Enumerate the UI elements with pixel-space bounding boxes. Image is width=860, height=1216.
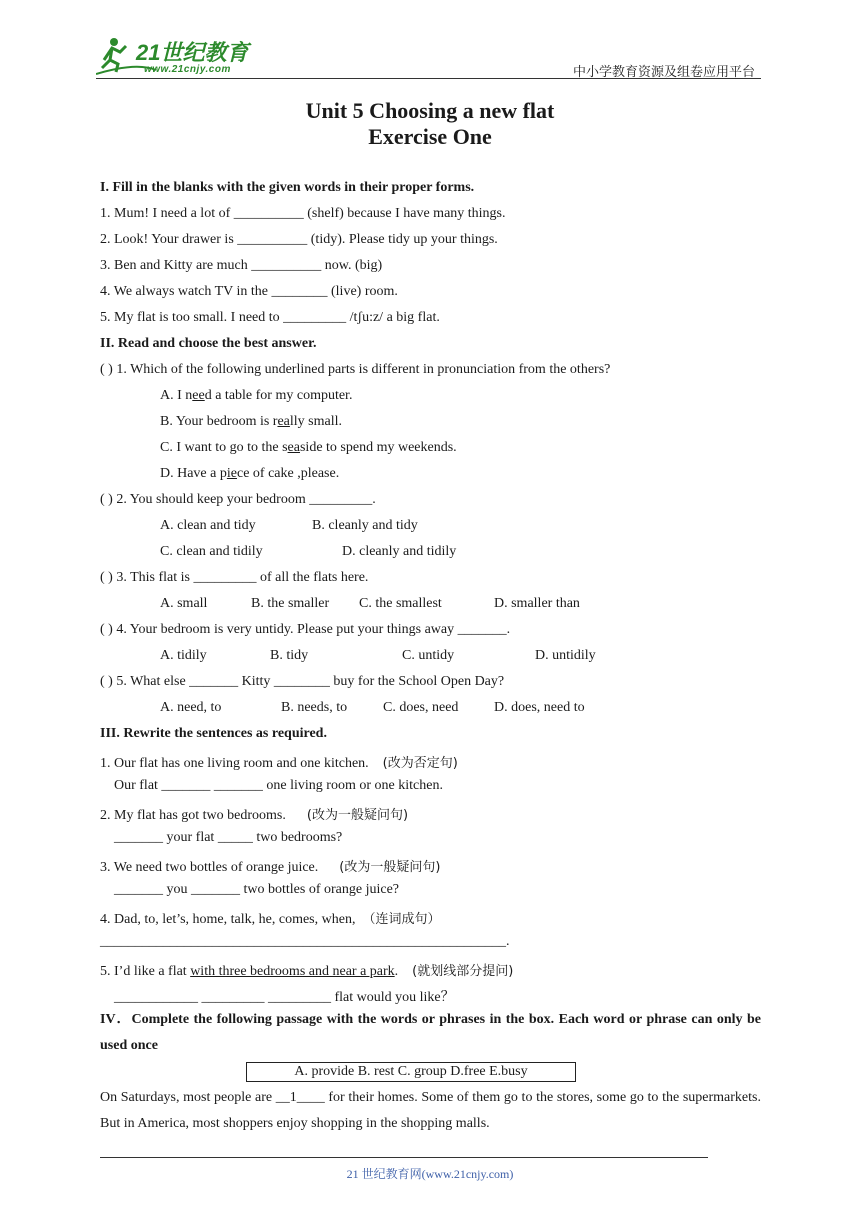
section4-heading: IV．Complete the following passage with the words or phrases in the box. Each word or phrase can only be used once xyxy=(100,1012,761,1053)
rewrite-1-answer: Our flat _______ _______ one living room or one kitchen. xyxy=(114,778,443,793)
section1-item-1: 1. Mum! I need a lot of __________ (shelf) because I have many things. xyxy=(100,206,506,221)
question-1-option-d: D. Have a piece of cake ,please. xyxy=(160,466,340,481)
question-2-option-b: B. cleanly and tidy xyxy=(312,518,418,533)
question-3-option-a: A. small xyxy=(160,596,208,611)
rewrite-5: 5. I’d like a flat with three bedrooms and near a park. (就划线部分提问) xyxy=(100,964,514,979)
rewrite-2: 2. My flat has got two bedrooms. (改为一般疑问句) xyxy=(100,808,409,823)
question-2-option-a: A. clean and tidy xyxy=(160,518,256,533)
question-3-option-d: D. smaller than xyxy=(494,596,580,611)
question-3-option-c: C. the smallest xyxy=(359,596,442,611)
section1-heading: I. Fill in the blanks with the given words in their proper forms. xyxy=(100,180,475,195)
question-4-option-a: A. tidily xyxy=(160,648,207,663)
question-1-option-a: A. I need a table for my computer. xyxy=(160,388,353,403)
header-divider xyxy=(96,78,761,79)
question-1-option-c: C. I want to go to the seaside to spend my weekends. xyxy=(160,440,457,455)
question-4-option-d: D. untidily xyxy=(535,648,596,663)
question-5-option-c: C. does, need xyxy=(383,700,459,715)
rewrite-3-answer: _______ you _______ two bottles of orange juice? xyxy=(114,882,400,897)
question-1: ( ) 1. Which of the following underlined parts is different in pronunciation from the others? xyxy=(100,362,611,377)
section1-item-4: 4. We always watch TV in the ________ (live) room. xyxy=(100,284,398,299)
logo-url: www.21cnjy.com xyxy=(144,64,231,75)
question-4-option-c: C. untidy xyxy=(402,648,455,663)
question-5-option-a: A. need, to xyxy=(160,700,222,715)
svg-text:21世纪教育: 21世纪教育 xyxy=(136,40,249,65)
question-2: ( ) 2. You should keep your bedroom _________. xyxy=(100,492,376,507)
logo xyxy=(96,34,266,78)
section1-item-3: 3. Ben and Kitty are much __________ now. (big) xyxy=(100,258,383,273)
question-5-option-b: B. needs, to xyxy=(281,700,348,715)
footer-divider xyxy=(100,1157,708,1158)
section2-heading: II. Read and choose the best answer. xyxy=(100,336,317,351)
question-2-option-d: D. cleanly and tidily xyxy=(342,544,457,559)
question-4-option-b: B. tidy xyxy=(270,648,309,663)
section1-item-2: 2. Look! Your drawer is __________ (tidy). Please tidy up your things. xyxy=(100,232,498,247)
section3-heading: III. Rewrite the sentences as required. xyxy=(100,726,327,741)
word-box: A. provide B. rest C. group D.free E.busy xyxy=(246,1062,576,1082)
rewrite-3: 3. We need two bottles of orange juice. (改为一般疑问句) xyxy=(100,860,441,875)
rewrite-4: 4. Dad, to, let’s, home, talk, he, comes, when, （连词成句） xyxy=(100,912,441,927)
page-title: Unit 5 Choosing a new flat xyxy=(305,98,555,123)
question-4: ( ) 4. Your bedroom is very untidy. Please put your things away _______. xyxy=(100,622,511,637)
question-5-option-d: D. does, need to xyxy=(494,700,585,715)
page-subtitle: Exercise One xyxy=(368,124,492,149)
question-5: ( ) 5. What else _______ Kitty ________ buy for the School Open Day? xyxy=(100,674,505,689)
header-tagline: 中小学教育资源及组卷应用平台 xyxy=(572,65,755,80)
rewrite-2-answer: _______ your flat _____ two bedrooms? xyxy=(114,830,343,845)
rewrite-1: 1. Our flat has one living room and one kitchen. (改为否定句) xyxy=(100,756,458,771)
rewrite-5-answer: ____________ _________ _________ flat would you like？ xyxy=(114,990,455,1005)
question-3-option-b: B. the smaller xyxy=(251,596,330,611)
question-2-option-c: C. clean and tidily xyxy=(160,544,263,559)
question-1-option-b: B. Your bedroom is really small. xyxy=(160,414,343,429)
footer-text: 21 世纪教育网(www.21cnjy.com) xyxy=(346,1167,514,1181)
passage: On Saturdays, most people are __1____ for their homes. Some of them go to the stores, some go to the supermarkets. But in America, most shoppers enjoy shopping in the shopping malls. xyxy=(100,1090,761,1131)
rewrite-4-answer: __________________________________________________________. xyxy=(100,934,510,949)
question-3: ( ) 3. This flat is _________ of all the flats here. xyxy=(100,570,369,585)
section1-item-5: 5. My flat is too small. I need to _________ /tʃu:z/ a big flat. xyxy=(100,310,440,325)
